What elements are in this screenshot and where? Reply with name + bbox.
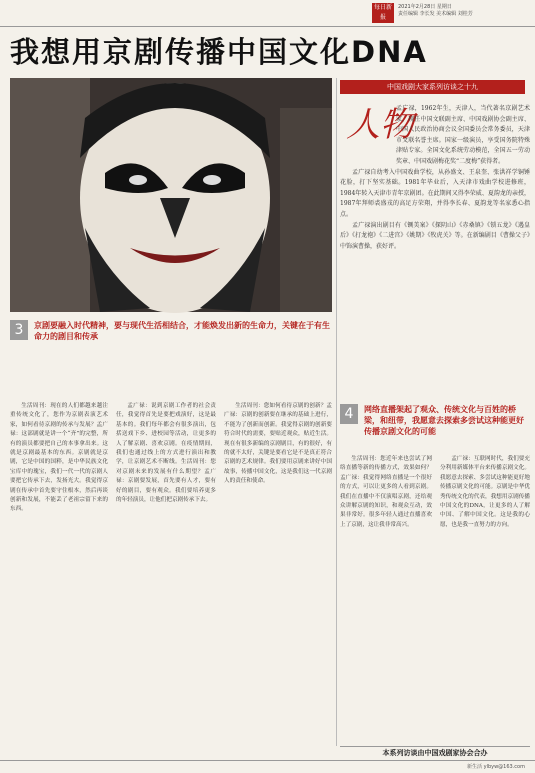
section-title: 京剧要融入时代精神，要与现代生活相结合，才能焕发出新的生命力，关键在于有生命力的剧目和传承 — [34, 321, 330, 341]
series-banner: 中国戏剧大家系列访谈之十九 — [340, 80, 525, 94]
column-text: 孟广禄：说到京剧工作者的社会责任，我觉得首先是要把戏演好，这是最基本的。我们每年都会有很多演出，包括送戏下乡、进校园等活动，让更多的人了解京剧、喜欢京剧。在疫情期间，我们也通过线上的方式进行演出和教学，让京剧艺术不断线。生活周刊：您对京剧未来的发展有什么期望？孟广禄：京剧要发展，首先要有人才，要有好的剧目，要有观众。我们要培养更多的年轻演员，让他们把京剧传承下去。 — [116, 403, 216, 504]
series-credit: 本系列访谈由中国戏剧家协会合办 — [382, 749, 488, 757]
article-column-4 — [340, 455, 432, 755]
article-column-5 — [440, 455, 530, 755]
painted-face-illustration — [10, 78, 332, 312]
biography-block — [340, 100, 530, 252]
bio-paragraph: 孟广禄自幼考入中国戏曲学校，从孙盛文、王泉奎、张洪祥学铜锤花脸，打下坚实基础。1981年毕业后，入天津市戏曲学校进修班，1984年转入天津市青年京剧团。在此期间又得李荣威、夏韵龙的亲授，1987年拜师裘盛戎的高足方荣翔，并得李长春、夏韵龙等名家悉心指点。 — [340, 168, 530, 218]
section-number: 3 — [10, 320, 28, 340]
issue-info — [398, 4, 473, 18]
column-text: 生活周刊：现在的人们都越来越注重传统文化了，您作为京剧表演艺术家，如何看待京剧的传承与发展？孟广禄：这部剧就是讲一个“齐”的完整，所有的演员都要把自己的本事拿出来。这就是京剧最基本的东西。京剧就是京剧，它是中国的国粹，是中华民族文化宝库中的瑰宝，我们一代一代的京剧人要把它传承下去，发扬光大。我觉得京剧在传承中首先要守住根本，然后再谈创新和发展，不能丢了老祖宗留下来的东西。 — [10, 403, 108, 513]
bio-paragraph: 孟广禄，1962年生，天津人，当代著名京剧艺术家，现任中国文联副主席、中国戏剧协会副主席、中国人民政治协商会议全国委员会常务委员，天津市文联名誉主席。国家一级演员，享受国务院特殊津贴专家。全国文化系统劳动模范，全国五一劳动奖章、中国戏剧梅花奖“二度梅”获得者。 — [396, 105, 530, 165]
article-column-1 — [10, 402, 108, 757]
opera-performer-photo — [10, 78, 332, 312]
column-text: 生活周刊：您近年来也尝试了网络直播等新的传播方式，效果如何？孟广禄：我觉得网络直播是一个很好的方式，可以让更多的人看到京剧。我们在直播中不仅演唱京剧，还给观众讲解京剧的知识，和观众互动，效果非常好。很多年轻人通过直播喜欢上了京剧，这让我非常高兴。 — [340, 456, 432, 528]
footer-divider — [340, 746, 530, 747]
page-footer — [0, 760, 535, 773]
page-headline: 我想用京剧传播中国文化DNA — [10, 35, 428, 69]
section-title: 网络直播架起了观众、传统文化与百姓的桥梁，和纽带，我愿意去探索多尝试这种能更好传播京剧文化的可能 — [364, 405, 524, 436]
issue-date: 2021年2月28日 星期日 — [398, 4, 452, 10]
bio-paragraph: 孟广禄演出剧目有《铡美案》《探阴山》《赤桑镇》《锁五龙》《遇皇后》《打龙袍》《二进宫》《姚期》《牧虎关》等。在新编剧目《曹操父子》中饰演曹操，获好评。 — [340, 221, 530, 250]
issue-editors: 责任编辑 李长发 美术编辑 刘桂芳 — [398, 11, 473, 17]
section-number: 4 — [340, 404, 358, 424]
newspaper-logo — [372, 3, 394, 23]
section-4-header — [340, 400, 530, 448]
logo-text: 每日新报 — [373, 4, 392, 21]
article-column-3 — [224, 402, 332, 757]
page-footer-text: 新生活 ylbyw@163.com — [467, 764, 525, 770]
section-3-header — [10, 318, 332, 342]
article-column-2 — [116, 402, 216, 757]
column-text: 孟广禄：互联网时代，我们要充分利用新媒体平台来传播京剧文化。我愿意去探索、多尝试这种能更好地传播京剧文化的可能。京剧是中华优秀传统文化的代表，我想用京剧传播中国文化的DNA，让更多的人了解中国、了解中国文化。这是我的心愿，也是我一直努力的方向。 — [440, 456, 530, 528]
column-text: 生活周刊：您如何看待京剧的创新？孟广禄：京剧的创新要在继承的基础上进行，不能为了创新而创新。我觉得京剧的创新要符合时代的需要，要贴近观众，贴近生活。现在有很多新编的京剧剧目，有的很好，有的就不太好，关键是要看它是不是真正符合京剧的艺术规律。我们要用京剧来讲好中国故事，传播中国文化，这是我们这一代京剧人的责任和使命。 — [224, 403, 332, 485]
renwu-text: 人物 — [346, 105, 414, 145]
column-divider — [336, 78, 337, 746]
